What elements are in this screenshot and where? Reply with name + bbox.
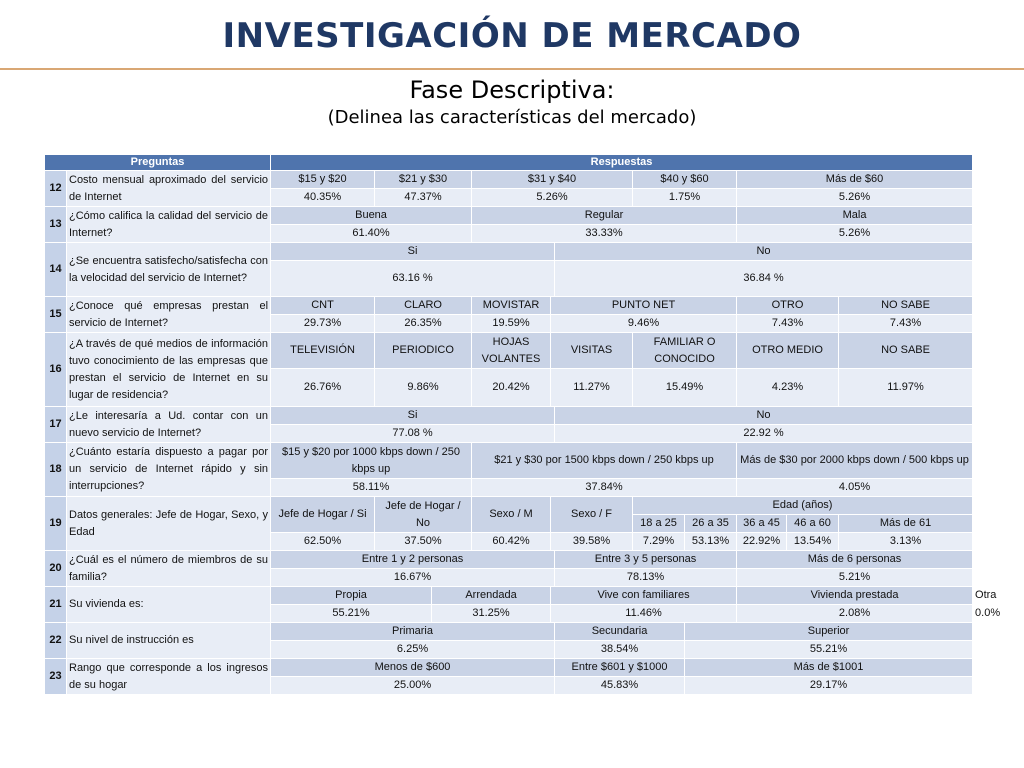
answer-value: 53.13% (685, 533, 737, 551)
question-number: 19 (45, 497, 67, 551)
question-text: ¿Conoce qué empresas prestan el servicio de Internet? (67, 297, 271, 333)
question-text: Rango que corresponde a los ingresos de su hogar (67, 659, 271, 695)
answer-value: 36.84 % (555, 261, 973, 297)
question-number: 18 (45, 443, 67, 497)
answer-option: 46 a 60 (787, 515, 839, 533)
answer-option: NO SABE (839, 297, 973, 315)
answer-option: Arrendada (432, 587, 551, 605)
answer-value: 29.73% (271, 315, 375, 333)
answer-option: Entre 1 y 2 personas (271, 551, 555, 569)
table-row: 55.21% 31.25% 11.46% 2.08% 0.0% (45, 605, 973, 623)
question-text: ¿A través de qué medios de información tuvo conocimiento de las empresas que prestan el servicio de Internet en su lugar de residencia? (67, 333, 271, 407)
answer-option: MOVISTAR (472, 297, 551, 315)
answer-value: 38.54% (555, 641, 685, 659)
answer-option: $31 y $40 (472, 171, 633, 189)
table-row (45, 171, 973, 189)
question-text: ¿Cuánto estaría dispuesto a pagar por un servicio de Internet rápido y sin interrupciones? (67, 443, 271, 497)
answer-option: FAMILIAR O CONOCIDO (633, 333, 737, 369)
table-header-row (45, 155, 973, 171)
answer-option: TELEVISIÓN (271, 333, 375, 369)
header-preguntas: Preguntas (45, 155, 271, 171)
answer-option: Más de $1001 (685, 659, 973, 677)
answer-option: $21 y $30 (375, 171, 472, 189)
table-row (45, 243, 973, 261)
answer-option: No (555, 407, 973, 425)
answer-value: 22.92% (737, 533, 787, 551)
answer-value: 39.58% (551, 533, 633, 551)
answer-value: 7.43% (839, 315, 973, 333)
answer-option: Entre $601 y $1000 (555, 659, 685, 677)
answer-value: 11.27% (551, 369, 633, 407)
answer-value: 9.86% (375, 369, 472, 407)
answer-value: 11.46% (551, 605, 737, 623)
answer-option: Jefe de Hogar / No (375, 497, 472, 533)
table-row (45, 623, 973, 641)
question-text: Costo mensual aproximado del servicio de Internet (67, 171, 271, 207)
answer-value: 4.05% (737, 479, 973, 497)
answer-option: Buena (271, 207, 472, 225)
answer-value: 58.11% (271, 479, 472, 497)
page-subtitle: Fase Descriptiva: (409, 76, 615, 104)
question-number: 13 (45, 207, 67, 243)
answer-value: 1.75% (633, 189, 737, 207)
table-row (45, 407, 973, 425)
answer-value: 26.35% (375, 315, 472, 333)
page-subtitle-note: (Delinea las características del mercado) (327, 107, 697, 128)
answer-value: 45.83% (555, 677, 685, 695)
answer-option: Más de $30 por 2000 kbps down / 500 kbps up (737, 443, 973, 479)
answer-value: 55.21% (685, 641, 973, 659)
answer-option: Propia (271, 587, 432, 605)
answer-option: NO SABE (839, 333, 973, 369)
question-text: ¿Cuál es el número de miembros de su familia? (67, 551, 271, 587)
answer-option: PERIODICO (375, 333, 472, 369)
answer-value: 4.23% (737, 369, 839, 407)
answer-option: Vive con familiares (551, 587, 737, 605)
answer-option: Sexo / M (472, 497, 551, 533)
answer-value: 77.08 % (271, 425, 555, 443)
answer-value: 25.00% (271, 677, 555, 695)
question-text: ¿Se encuentra satisfecho/satisfecha con la velocidad del servicio de Internet? (67, 243, 271, 297)
question-number: 14 (45, 243, 67, 297)
answer-option: Vivienda prestada (737, 587, 973, 605)
question-number: 21 (45, 587, 67, 623)
answer-value: 16.67% (271, 569, 555, 587)
answer-option: Jefe de Hogar / Si (271, 497, 375, 533)
table-row (45, 551, 973, 569)
answer-value: 15.49% (633, 369, 737, 407)
answer-value: 7.43% (737, 315, 839, 333)
answer-value: 55.21% (271, 605, 432, 623)
answer-value: 78.13% (555, 569, 737, 587)
answer-value: 62.50% (271, 533, 375, 551)
answer-option: $21 y $30 por 1500 kbps down / 250 kbps up (472, 443, 737, 479)
answer-value: 5.26% (472, 189, 633, 207)
answer-value: 2.08% (737, 605, 973, 623)
answer-option: Mala (737, 207, 973, 225)
answer-option: Secundaria (555, 623, 685, 641)
answer-option: Regular (472, 207, 737, 225)
answer-option: 36 a 45 (737, 515, 787, 533)
answer-value: 29.17% (685, 677, 973, 695)
answer-option: OTRO MEDIO (737, 333, 839, 369)
answer-value: 9.46% (551, 315, 737, 333)
question-number: 22 (45, 623, 67, 659)
answer-value: 22.92 % (555, 425, 973, 443)
answer-option: Entre 3 y 5 personas (555, 551, 737, 569)
question-number: 15 (45, 297, 67, 333)
answer-value: 61.40% (271, 225, 472, 243)
answer-option: Superior (685, 623, 973, 641)
question-text: Su nivel de instrucción es (67, 623, 271, 659)
answer-value: 47.37% (375, 189, 472, 207)
answer-option: VISITAS (551, 333, 633, 369)
answer-option: CLARO (375, 297, 472, 315)
answer-value: 26.76% (271, 369, 375, 407)
answer-option: $15 y $20 por 1000 kbps down / 250 kbps up (271, 443, 472, 479)
answer-option: CNT (271, 297, 375, 315)
answer-value: 37.84% (472, 479, 737, 497)
answer-value: 33.33% (472, 225, 737, 243)
answer-option: $40 y $60 (633, 171, 737, 189)
question-number: 20 (45, 551, 67, 587)
table-row (45, 297, 973, 315)
answer-value: 31.25% (432, 605, 551, 623)
answer-option: PUNTO NET (551, 297, 737, 315)
answer-option: Menos de $600 (271, 659, 555, 677)
answer-option: Si (271, 243, 555, 261)
question-text: ¿Cómo califica la calidad del servicio de Internet? (67, 207, 271, 243)
answer-value: 19.59% (472, 315, 551, 333)
answer-option: HOJAS VOLANTES (472, 333, 551, 369)
question-number: 16 (45, 333, 67, 407)
question-number: 12 (45, 171, 67, 207)
answer-option: OTRO (737, 297, 839, 315)
question-text: Su vivienda es: (67, 587, 271, 623)
answer-option: 18 a 25 (633, 515, 685, 533)
answer-value: 3.13% (839, 533, 973, 551)
question-number: 17 (45, 407, 67, 443)
answer-value: 60.42% (472, 533, 551, 551)
header-respuestas: Respuestas (271, 155, 973, 171)
answer-value: 37.50% (375, 533, 472, 551)
question-text: Datos generales: Jefe de Hogar, Sexo, y Edad (67, 497, 271, 551)
answer-value: 11.97% (839, 369, 973, 407)
answer-option: Más de 61 (839, 515, 973, 533)
answer-value: 5.21% (737, 569, 973, 587)
survey-results-table (44, 154, 1001, 695)
answer-option: Sexo / F (551, 497, 633, 533)
title-divider (0, 68, 1024, 70)
answer-option: Más de 6 personas (737, 551, 973, 569)
answer-option: $15 y $20 (271, 171, 375, 189)
answer-value: 63.16 % (271, 261, 555, 297)
answer-option: Primaria (271, 623, 555, 641)
table-row (45, 207, 973, 225)
page-title: INVESTIGACIÓN DE MERCADO (222, 16, 802, 56)
answer-value: 6.25% (271, 641, 555, 659)
answer-option: Si (271, 407, 555, 425)
question-number: 23 (45, 659, 67, 695)
answer-value: 40.35% (271, 189, 375, 207)
edad-label: Edad (años) (633, 497, 973, 515)
question-text: ¿Le interesaría a Ud. contar con un nuevo servicio de Internet? (67, 407, 271, 443)
answer-value: 5.26% (737, 225, 973, 243)
answer-option: 26 a 35 (685, 515, 737, 533)
answer-value: 5.26% (737, 189, 973, 207)
table-row (45, 497, 973, 515)
table-row: 21 Su vivienda es: Propia Arrendada Vive con familiares Vivienda prestada Otra (45, 587, 973, 605)
table-row (45, 659, 973, 677)
answer-value: 13.54% (787, 533, 839, 551)
table-row (45, 333, 973, 369)
answer-value: 20.42% (472, 369, 551, 407)
answer-value: 7.29% (633, 533, 685, 551)
table-row (45, 443, 973, 479)
answer-option: No (555, 243, 973, 261)
answer-option: Más de $60 (737, 171, 973, 189)
